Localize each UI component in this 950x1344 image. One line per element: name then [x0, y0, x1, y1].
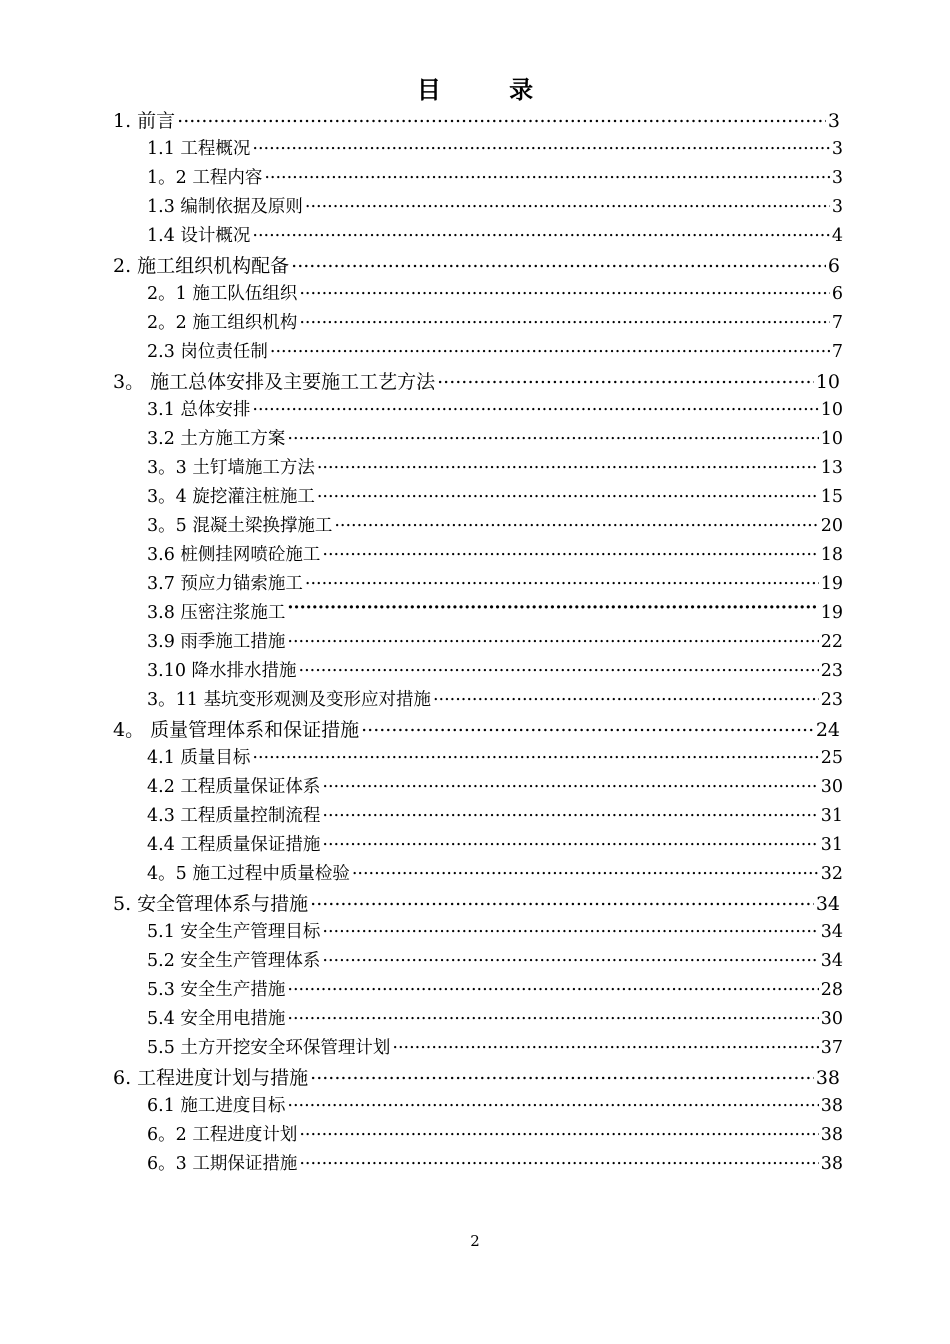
toc-entry[interactable]	[147, 135, 843, 164]
toc-entry[interactable]	[147, 222, 843, 251]
toc-entry-title: 1。2 工程内容	[147, 168, 263, 188]
toc-entry[interactable]	[147, 831, 843, 860]
toc-entry-page: 38	[815, 1067, 840, 1089]
toc-leader-dots	[305, 195, 830, 213]
toc-entry[interactable]	[147, 1092, 843, 1121]
toc-entry-page: 19	[820, 603, 843, 623]
toc-entry-page: 38	[820, 1154, 843, 1174]
toc-entry-title: 3。4 旋挖灌注桩施工	[147, 487, 315, 507]
toc-leader-dots	[287, 427, 818, 445]
toc-entry-title: 4.1 质量目标	[147, 748, 251, 768]
toc-entry-title: 4。 质量管理体系和保证措施	[113, 719, 360, 741]
toc-leader-dots	[317, 485, 819, 503]
toc-entry-title: 6.1 施工进度目标	[147, 1096, 286, 1116]
toc-entry-page: 30	[820, 777, 843, 797]
toc-entry-page: 3	[831, 197, 843, 217]
toc-entry-page: 30	[820, 1009, 843, 1029]
toc-entry-title: 2。2 施工组织机构	[147, 313, 298, 333]
toc-entry-page: 10	[820, 400, 843, 420]
toc-leader-dots	[334, 514, 818, 532]
toc-entry-title: 2.3 岗位责任制	[147, 342, 268, 362]
toc-leader-dots	[287, 978, 818, 996]
toc-entry-page: 25	[820, 748, 843, 768]
toc-leader-dots	[270, 340, 830, 358]
toc-leader-dots	[252, 137, 829, 155]
toc-entry[interactable]	[113, 715, 840, 744]
toc-entry[interactable]	[147, 483, 843, 512]
toc-entry-title: 3.8 压密注浆施工	[147, 603, 286, 623]
toc-entry[interactable]	[147, 599, 843, 628]
toc-leader-dots	[287, 601, 818, 619]
toc-entry-page: 31	[820, 806, 843, 826]
toc-entry-page: 7	[831, 342, 843, 362]
toc-entry-page: 31	[820, 835, 843, 855]
toc-entry-title: 5. 安全管理体系与措施	[113, 893, 309, 915]
toc-entry[interactable]	[147, 918, 843, 947]
toc-entry[interactable]	[147, 976, 843, 1005]
toc-entry-title: 4。5 施工过程中质量检验	[147, 864, 350, 884]
toc-entry-page: 10	[820, 429, 843, 449]
toc-entry-page: 22	[820, 632, 843, 652]
toc-entry-page: 28	[820, 980, 843, 1000]
toc-leader-dots	[252, 224, 829, 242]
toc-entry-title: 5.4 安全用电措施	[147, 1009, 286, 1029]
toc-leader-dots	[305, 572, 819, 590]
toc-leader-dots	[322, 543, 818, 561]
toc-entry[interactable]	[147, 744, 843, 773]
toc-entry[interactable]	[147, 1034, 843, 1063]
toc-entry[interactable]	[147, 802, 843, 831]
page-number: 2	[470, 1232, 480, 1250]
toc-leader-dots	[177, 108, 826, 127]
toc-entry-page: 7	[831, 313, 843, 333]
toc-leader-dots	[287, 630, 818, 648]
toc-entry-page: 6	[827, 255, 840, 277]
toc-leader-dots	[299, 311, 830, 329]
toc-entry[interactable]	[147, 309, 843, 338]
toc-leader-dots	[352, 862, 819, 880]
toc-entry[interactable]	[147, 280, 843, 309]
toc-entry-title: 2. 施工组织机构配备	[113, 255, 290, 277]
toc-entry-title: 3.9 雨季施工措施	[147, 632, 286, 652]
toc-entry-title: 4.4 工程质量保证措施	[147, 835, 321, 855]
toc-entry-page: 23	[820, 661, 843, 681]
toc-entry-page: 34	[815, 893, 840, 915]
toc-entry[interactable]	[147, 454, 843, 483]
toc-entry[interactable]	[147, 657, 843, 686]
toc-leader-dots	[317, 456, 819, 474]
toc-entry[interactable]	[113, 251, 840, 280]
toc-entry-title: 6。2 工程进度计划	[147, 1125, 298, 1145]
toc-entry-title: 6。3 工期保证措施	[147, 1154, 298, 1174]
toc-entry[interactable]	[147, 338, 843, 367]
toc-entry-page: 20	[820, 516, 843, 536]
toc-entry[interactable]	[147, 164, 843, 193]
toc-entry-page: 37	[820, 1038, 843, 1058]
toc-entry-title: 3。11 基坑变形观测及变形应对措施	[147, 690, 431, 710]
toc-entry-page: 38	[820, 1096, 843, 1116]
toc-leader-dots	[322, 775, 818, 793]
toc-entry-title: 3.2 土方施工方案	[147, 429, 286, 449]
toc-entry-title: 3。5 混凝土梁换撑施工	[147, 516, 333, 536]
toc-entry[interactable]	[113, 106, 840, 135]
toc-entry-page: 38	[820, 1125, 843, 1145]
toc-entry-title: 2。1 施工队伍组织	[147, 284, 298, 304]
toc-entry-title: 5.3 安全生产措施	[147, 980, 286, 1000]
toc-entry-page: 24	[815, 719, 840, 741]
toc-entry-page: 3	[831, 139, 843, 159]
toc-entry-page: 18	[820, 545, 843, 565]
toc-leader-dots	[287, 1094, 818, 1112]
toc-entry-title: 4.2 工程质量保证体系	[147, 777, 321, 797]
toc-entry-title: 3.10 降水排水措施	[147, 661, 297, 681]
toc-entry-title: 5.1 安全生产管理目标	[147, 922, 321, 942]
toc-entry-page: 15	[820, 487, 843, 507]
toc-leader-dots	[392, 1036, 818, 1054]
toc-entry-page: 4	[831, 226, 843, 246]
toc-entry[interactable]	[147, 1005, 843, 1034]
toc-entry[interactable]	[147, 860, 843, 889]
toc-leader-dots	[322, 949, 818, 967]
toc-entry[interactable]	[147, 628, 843, 657]
toc-leader-dots	[433, 688, 819, 706]
toc-entry-title: 3.7 预应力锚索施工	[147, 574, 303, 594]
toc-entry-page: 3	[827, 110, 840, 132]
toc-entry-title: 1.3 编制依据及原则	[147, 197, 303, 217]
toc-entry[interactable]	[147, 396, 843, 425]
toc-leader-dots	[299, 1123, 818, 1141]
toc-entry-title: 1.1 工程概况	[147, 139, 251, 159]
toc-entry[interactable]	[113, 367, 840, 396]
toc-leader-dots	[322, 804, 818, 822]
toc-entry[interactable]	[147, 425, 843, 454]
page-title: 目 录	[416, 75, 564, 104]
toc-entry[interactable]	[147, 947, 843, 976]
toc-leader-dots	[264, 166, 830, 184]
toc-leader-dots	[299, 282, 830, 300]
toc-leader-dots	[437, 369, 814, 388]
toc-leader-dots	[299, 1152, 818, 1170]
toc-entry-title: 5.2 安全生产管理体系	[147, 951, 321, 971]
toc-leader-dots	[252, 398, 818, 416]
toc-entry-title: 1.4 设计概况	[147, 226, 251, 246]
toc-entry-page: 10	[815, 371, 840, 393]
toc-entry-title: 3。 施工总体安排及主要施工工艺方法	[113, 371, 436, 393]
toc-entry[interactable]	[147, 686, 843, 715]
toc-entry-title: 4.3 工程质量控制流程	[147, 806, 321, 826]
toc-entry-page: 19	[820, 574, 843, 594]
toc-entry[interactable]	[147, 512, 843, 541]
toc-entry-title: 3.1 总体安排	[147, 400, 251, 420]
toc-leader-dots	[287, 1007, 818, 1025]
toc-leader-dots	[310, 1065, 814, 1084]
toc-entry[interactable]	[113, 1063, 840, 1092]
toc-entry-title: 3.6 桩侧挂网喷砼施工	[147, 545, 321, 565]
toc-entry-page: 34	[820, 951, 843, 971]
toc-leader-dots	[361, 717, 814, 736]
toc-entry-page: 32	[820, 864, 843, 884]
toc-leader-dots	[299, 659, 819, 677]
toc-entry-title: 5.5 土方开挖安全环保管理计划	[147, 1038, 391, 1058]
toc-entry-page: 13	[820, 458, 843, 478]
toc-entry[interactable]	[113, 889, 840, 918]
toc-entry-title: 1. 前言	[113, 110, 176, 132]
toc-entry[interactable]	[147, 773, 843, 802]
toc-entry[interactable]	[147, 193, 843, 222]
toc-leader-dots	[252, 746, 818, 764]
toc-leader-dots	[291, 253, 826, 272]
toc-entry[interactable]	[147, 570, 843, 599]
toc-entry-page: 23	[820, 690, 843, 710]
toc-entry-title: 6. 工程进度计划与措施	[113, 1067, 309, 1089]
toc-entry-page: 3	[831, 168, 843, 188]
toc-entry-page: 6	[831, 284, 843, 304]
toc-leader-dots	[322, 920, 818, 938]
toc-entry-page: 34	[820, 922, 843, 942]
toc-entry[interactable]	[147, 1150, 843, 1179]
toc-entry-title: 3。3 土钉墙施工方法	[147, 458, 315, 478]
toc-entry[interactable]	[147, 1121, 843, 1150]
toc-leader-dots	[310, 891, 814, 910]
toc-entry[interactable]	[147, 541, 843, 570]
toc-leader-dots	[322, 833, 818, 851]
